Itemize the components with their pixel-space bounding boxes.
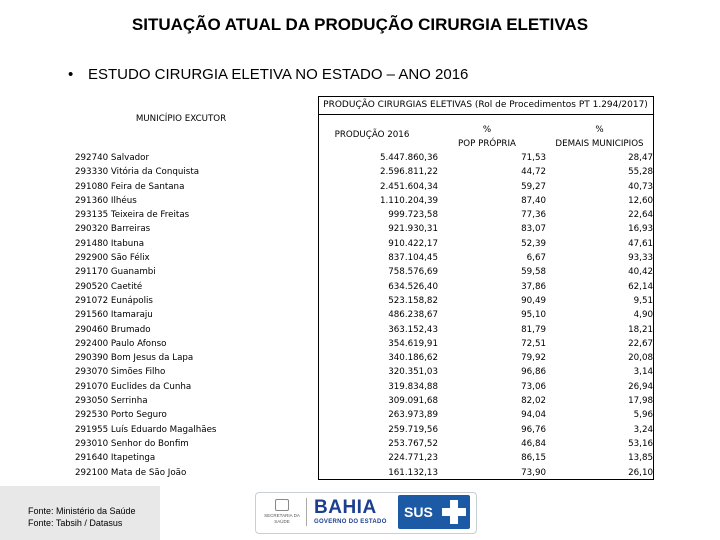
bahia-logo: BAHIA bbox=[314, 497, 377, 518]
cell-pop-propria: 86,15 bbox=[521, 453, 546, 464]
cell-pop-propria: 79,92 bbox=[521, 353, 546, 364]
cell-pop-propria: 73,06 bbox=[521, 381, 546, 392]
column-divider-right bbox=[653, 96, 654, 479]
cell-producao: 253.767,52 bbox=[388, 438, 438, 449]
cell-pop-propria: 94,04 bbox=[521, 410, 546, 421]
cell-producao: 486.238,67 bbox=[388, 310, 438, 321]
cell-demais-municipios: 16,93 bbox=[628, 224, 653, 235]
cell-pop-propria: 82,02 bbox=[521, 396, 546, 407]
cell-producao: 999.723,58 bbox=[388, 210, 438, 221]
table-row bbox=[75, 251, 653, 265]
table-row bbox=[75, 222, 653, 236]
cell-pop-propria: 90,49 bbox=[521, 295, 546, 306]
cell-municipio: 291080 Feira de Santana bbox=[75, 181, 185, 192]
cell-producao: 910.422,17 bbox=[388, 238, 438, 249]
cell-producao: 837.104,45 bbox=[388, 253, 438, 264]
cell-producao: 363.152,43 bbox=[388, 324, 438, 335]
table-row bbox=[75, 265, 653, 279]
header-producao: PRODUÇÃO 2016 bbox=[334, 130, 410, 140]
cell-municipio: 293010 Senhor do Bonfim bbox=[75, 438, 189, 449]
table-row bbox=[75, 380, 653, 394]
cell-producao: 1.110.204,39 bbox=[379, 195, 438, 206]
header-pop-label: POP PRÓPRIA bbox=[458, 139, 516, 150]
government-logos bbox=[255, 492, 477, 534]
cell-pop-propria: 46,84 bbox=[521, 438, 546, 449]
cell-municipio: 290320 Barreiras bbox=[75, 224, 151, 235]
cell-demais-municipios: 20,08 bbox=[628, 353, 653, 364]
cell-pop-propria: 59,58 bbox=[521, 267, 546, 278]
cell-producao: 319.834,88 bbox=[388, 381, 438, 392]
table-row bbox=[75, 208, 653, 222]
table-row bbox=[75, 180, 653, 194]
cell-demais-municipios: 22,67 bbox=[628, 338, 653, 349]
cell-demais-municipios: 18,21 bbox=[628, 324, 653, 335]
cell-pop-propria: 73,90 bbox=[521, 467, 546, 478]
header-dem-label: DEMAIS MUNICIPIOS bbox=[555, 139, 644, 150]
cell-producao: 340.186,62 bbox=[388, 353, 438, 364]
secretaria-logo bbox=[260, 499, 304, 525]
table-row bbox=[75, 280, 653, 294]
cell-municipio: 291640 Itapetinga bbox=[75, 453, 156, 464]
cell-producao: 259.719,56 bbox=[388, 424, 438, 435]
table-body bbox=[75, 151, 653, 480]
group-header: PRODUÇÃO CIRURGIAS ELETIVAS (Rol de Procedimentos PT 1.294/2017) bbox=[323, 100, 648, 110]
table-row bbox=[75, 308, 653, 322]
cell-pop-propria: 87,40 bbox=[521, 195, 546, 206]
bahia-logo-subtitle: GOVERNO DO ESTADO bbox=[314, 519, 387, 525]
cell-pop-propria: 83,07 bbox=[521, 224, 546, 235]
cell-producao: 634.526,40 bbox=[388, 281, 438, 292]
source-box bbox=[0, 486, 160, 540]
cell-producao: 2.596.811,22 bbox=[379, 167, 438, 178]
cell-demais-municipios: 28,47 bbox=[628, 153, 653, 163]
cell-pop-propria: 96,86 bbox=[521, 367, 546, 378]
cell-producao: 523.158,82 bbox=[388, 295, 438, 306]
cell-producao: 354.619,91 bbox=[388, 338, 438, 349]
table-row bbox=[75, 337, 653, 351]
source-line-2: Fonte: Tabsih / Datasus bbox=[28, 518, 123, 528]
cell-municipio: 292400 Paulo Afonso bbox=[75, 338, 167, 349]
logo-divider bbox=[306, 498, 307, 526]
bullet: • bbox=[68, 66, 74, 83]
cell-pop-propria: 37,86 bbox=[521, 281, 546, 292]
cell-demais-municipios: 55,28 bbox=[628, 167, 653, 178]
table-row bbox=[75, 466, 653, 480]
cell-pop-propria: 6,67 bbox=[526, 253, 546, 264]
cell-demais-municipios: 93,33 bbox=[628, 253, 653, 264]
table-row bbox=[75, 394, 653, 408]
cell-producao: 758.576,69 bbox=[388, 267, 438, 278]
cell-municipio: 293070 Simões Filho bbox=[75, 367, 166, 378]
cell-pop-propria: 81,79 bbox=[521, 324, 546, 335]
sus-logo bbox=[398, 495, 470, 529]
cell-municipio: 291170 Guanambi bbox=[75, 267, 156, 278]
cell-municipio: 291360 Ilhéus bbox=[75, 195, 137, 206]
cell-producao: 263.973,89 bbox=[388, 410, 438, 421]
table-row bbox=[75, 451, 653, 465]
cell-pop-propria: 71,53 bbox=[521, 153, 546, 163]
cell-demais-municipios: 40,42 bbox=[628, 267, 653, 278]
cell-producao: 161.132,13 bbox=[388, 467, 438, 478]
table-row bbox=[75, 423, 653, 437]
cell-producao: 921.930,31 bbox=[388, 224, 438, 235]
table-row bbox=[75, 323, 653, 337]
cell-demais-municipios: 3,24 bbox=[633, 424, 653, 435]
cell-demais-municipios: 53,16 bbox=[628, 438, 653, 449]
cell-municipio: 292530 Porto Seguro bbox=[75, 410, 167, 421]
cell-pop-propria: 52,39 bbox=[521, 238, 546, 249]
cell-municipio: 291072 Eunápolis bbox=[75, 295, 153, 306]
table-row bbox=[75, 365, 653, 379]
cell-demais-municipios: 12,60 bbox=[628, 195, 653, 206]
header-demais-municipios bbox=[546, 123, 653, 151]
secretaria-emblem-icon bbox=[275, 499, 289, 511]
cell-demais-municipios: 3,14 bbox=[633, 367, 653, 378]
cell-municipio: 292100 Mata de São João bbox=[75, 467, 187, 478]
cell-producao: 2.451.604,34 bbox=[379, 181, 438, 192]
table-row bbox=[75, 194, 653, 208]
cell-municipio: 291560 Itamaraju bbox=[75, 310, 153, 321]
cell-municipio: 291955 Luís Eduardo Magalhães bbox=[75, 424, 217, 435]
cell-municipio: 293050 Serrinha bbox=[75, 396, 148, 407]
subtitle bbox=[68, 66, 468, 83]
cell-demais-municipios: 47,61 bbox=[628, 238, 653, 249]
header-municipio: MUNICÍPIO EXCUTOR bbox=[135, 114, 227, 124]
cell-pop-propria: 96,76 bbox=[521, 424, 546, 435]
table-row bbox=[75, 351, 653, 365]
cell-municipio: 293135 Teixeira de Freitas bbox=[75, 210, 190, 221]
cell-pop-propria: 44,72 bbox=[521, 167, 546, 178]
cell-pop-propria: 95,10 bbox=[521, 310, 546, 321]
cell-demais-municipios: 17,98 bbox=[628, 396, 653, 407]
cell-producao: 320.351,03 bbox=[388, 367, 438, 378]
cell-municipio: 290390 Bom Jesus da Lapa bbox=[75, 353, 194, 364]
table-row bbox=[75, 437, 653, 451]
table-row bbox=[75, 165, 653, 179]
cell-demais-municipios: 13,85 bbox=[628, 453, 653, 464]
cell-demais-municipios: 22,64 bbox=[628, 210, 653, 221]
cell-municipio: 290460 Brumado bbox=[75, 324, 151, 335]
cell-municipio: 291070 Euclides da Cunha bbox=[75, 381, 192, 392]
cell-pop-propria: 72,51 bbox=[521, 338, 546, 349]
cell-demais-municipios: 26,94 bbox=[628, 381, 653, 392]
cell-producao: 224.771,23 bbox=[388, 453, 438, 464]
sus-label: SUS bbox=[404, 504, 433, 520]
cell-pop-propria: 77,36 bbox=[521, 210, 546, 221]
page-title: SITUAÇÃO ATUAL DA PRODUÇÃO CIRURGIA ELETIVAS bbox=[131, 15, 589, 34]
table-row bbox=[75, 408, 653, 422]
header-dem-pct: % bbox=[595, 125, 604, 135]
cell-producao: 5.447.860,36 bbox=[379, 153, 438, 163]
cell-producao: 309.091,68 bbox=[388, 396, 438, 407]
table-top-rule bbox=[318, 96, 653, 97]
cell-demais-municipios: 4,90 bbox=[633, 310, 653, 321]
cell-demais-municipios: 40,73 bbox=[628, 181, 653, 192]
cell-pop-propria: 59,27 bbox=[521, 181, 546, 192]
cell-municipio: 293330 Vitória da Conquista bbox=[75, 167, 200, 178]
table-row bbox=[75, 237, 653, 251]
cell-demais-municipios: 9,51 bbox=[633, 295, 653, 306]
sus-cross-icon bbox=[442, 499, 466, 525]
header-pop-propria bbox=[442, 123, 532, 151]
table-row bbox=[75, 151, 653, 165]
secretaria-label: SECRETARIA DA SAÚDE bbox=[264, 513, 300, 524]
cell-demais-municipios: 5,96 bbox=[633, 410, 653, 421]
header-pop-pct: % bbox=[482, 125, 492, 135]
cell-demais-municipios: 62,14 bbox=[628, 281, 653, 292]
cell-demais-municipios: 26,10 bbox=[628, 467, 653, 478]
cell-municipio: 291480 Itabuna bbox=[75, 238, 145, 249]
source-line-1: Fonte: Ministério da Saúde bbox=[28, 506, 136, 516]
cell-municipio: 290520 Caetité bbox=[75, 281, 143, 292]
cell-municipio: 292740 Salvador bbox=[75, 153, 150, 163]
cell-municipio: 292900 São Félix bbox=[75, 253, 150, 264]
subtitle-text: ESTUDO CIRURGIA ELETIVA NO ESTADO – ANO 2016 bbox=[88, 66, 469, 83]
header-rule bbox=[318, 114, 653, 115]
table-row bbox=[75, 294, 653, 308]
